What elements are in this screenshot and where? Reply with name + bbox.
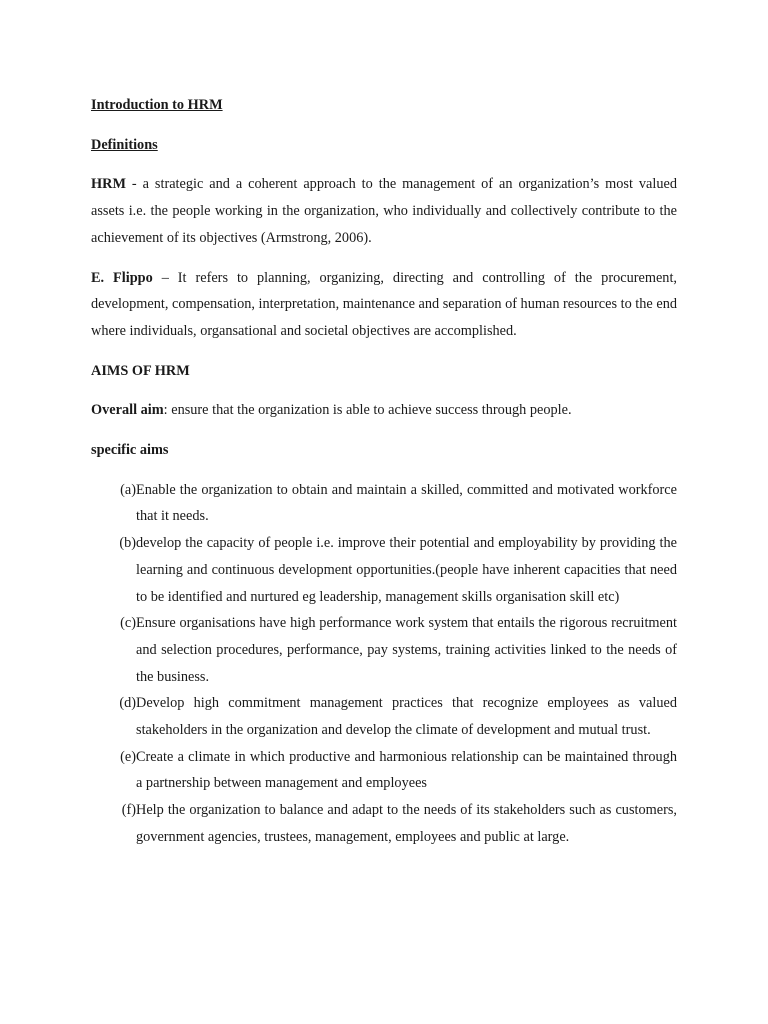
list-marker: (e)	[120, 748, 136, 765]
list-item	[91, 530, 677, 610]
definition-hrm-text: - a strategic and a coherent approach to the management of an organization’s most valued assets i.e. the people working in the organization, who individually and collectively contribute to the achievement of its objectives (Armstrong, 2006).	[91, 176, 677, 246]
document-page	[91, 92, 677, 851]
list-marker: (d)	[119, 695, 136, 712]
list-item	[91, 797, 677, 850]
list-text: Ensure organisations have high performance work system that entails the rigorous recruitment and selection procedures, performance, pay systems, training activities linked to the needs of the business.	[136, 615, 677, 685]
definition-flippo	[91, 265, 677, 345]
list-item	[91, 610, 677, 690]
aims-heading: AIMS OF HRM	[91, 362, 190, 379]
list-text: Help the organization to balance and adapt to the needs of its stakeholders such as customers, government agencies, trustees, management, employees and public at large.	[136, 802, 677, 845]
overall-aim-text: : ensure that the organization is able to achieve success through people.	[163, 402, 572, 419]
overall-aim	[91, 397, 677, 424]
definition-flippo-term: E. Flippo	[91, 269, 153, 286]
list-text: develop the capacity of people i.e. improve their potential and employability by providing the learning and continuous development opportunities.(people have inherent capacities that need to be identified and nurtured eg leadership, management skills organisation skill etc)	[136, 535, 677, 605]
definitions-heading: Definitions	[91, 136, 158, 153]
list-marker: (c)	[120, 615, 136, 632]
list-marker: (f)	[121, 802, 136, 819]
list-marker: (b)	[119, 535, 136, 552]
definition-flippo-text: – It refers to planning, organizing, directing and controlling of the procurement, development, compensation, interpretation, maintenance and separation of human resources to the end where individuals, organsational and societal objectives are accomplished.	[91, 269, 677, 339]
specific-aims-list	[91, 477, 677, 851]
specific-aims-heading: specific aims	[91, 442, 169, 459]
document-title: Introduction to HRM	[91, 97, 223, 113]
list-text: Create a climate in which productive and harmonious relationship can be maintained through a partnership between management and employees	[136, 748, 677, 792]
list-text: Develop high commitment management practices that recognize employees as valued stakeholders in the organization and develop the climate of development and mutual trust.	[136, 695, 677, 739]
list-item	[91, 477, 677, 530]
list-item	[91, 690, 677, 743]
overall-aim-term: Overall aim	[91, 402, 164, 419]
list-item	[91, 744, 677, 797]
list-text: Enable the organization to obtain and maintain a skilled, committed and motivated workforce that it needs.	[136, 481, 677, 525]
list-marker: (a)	[120, 481, 136, 498]
definition-hrm	[91, 171, 677, 251]
definition-hrm-term: HRM	[91, 176, 126, 193]
